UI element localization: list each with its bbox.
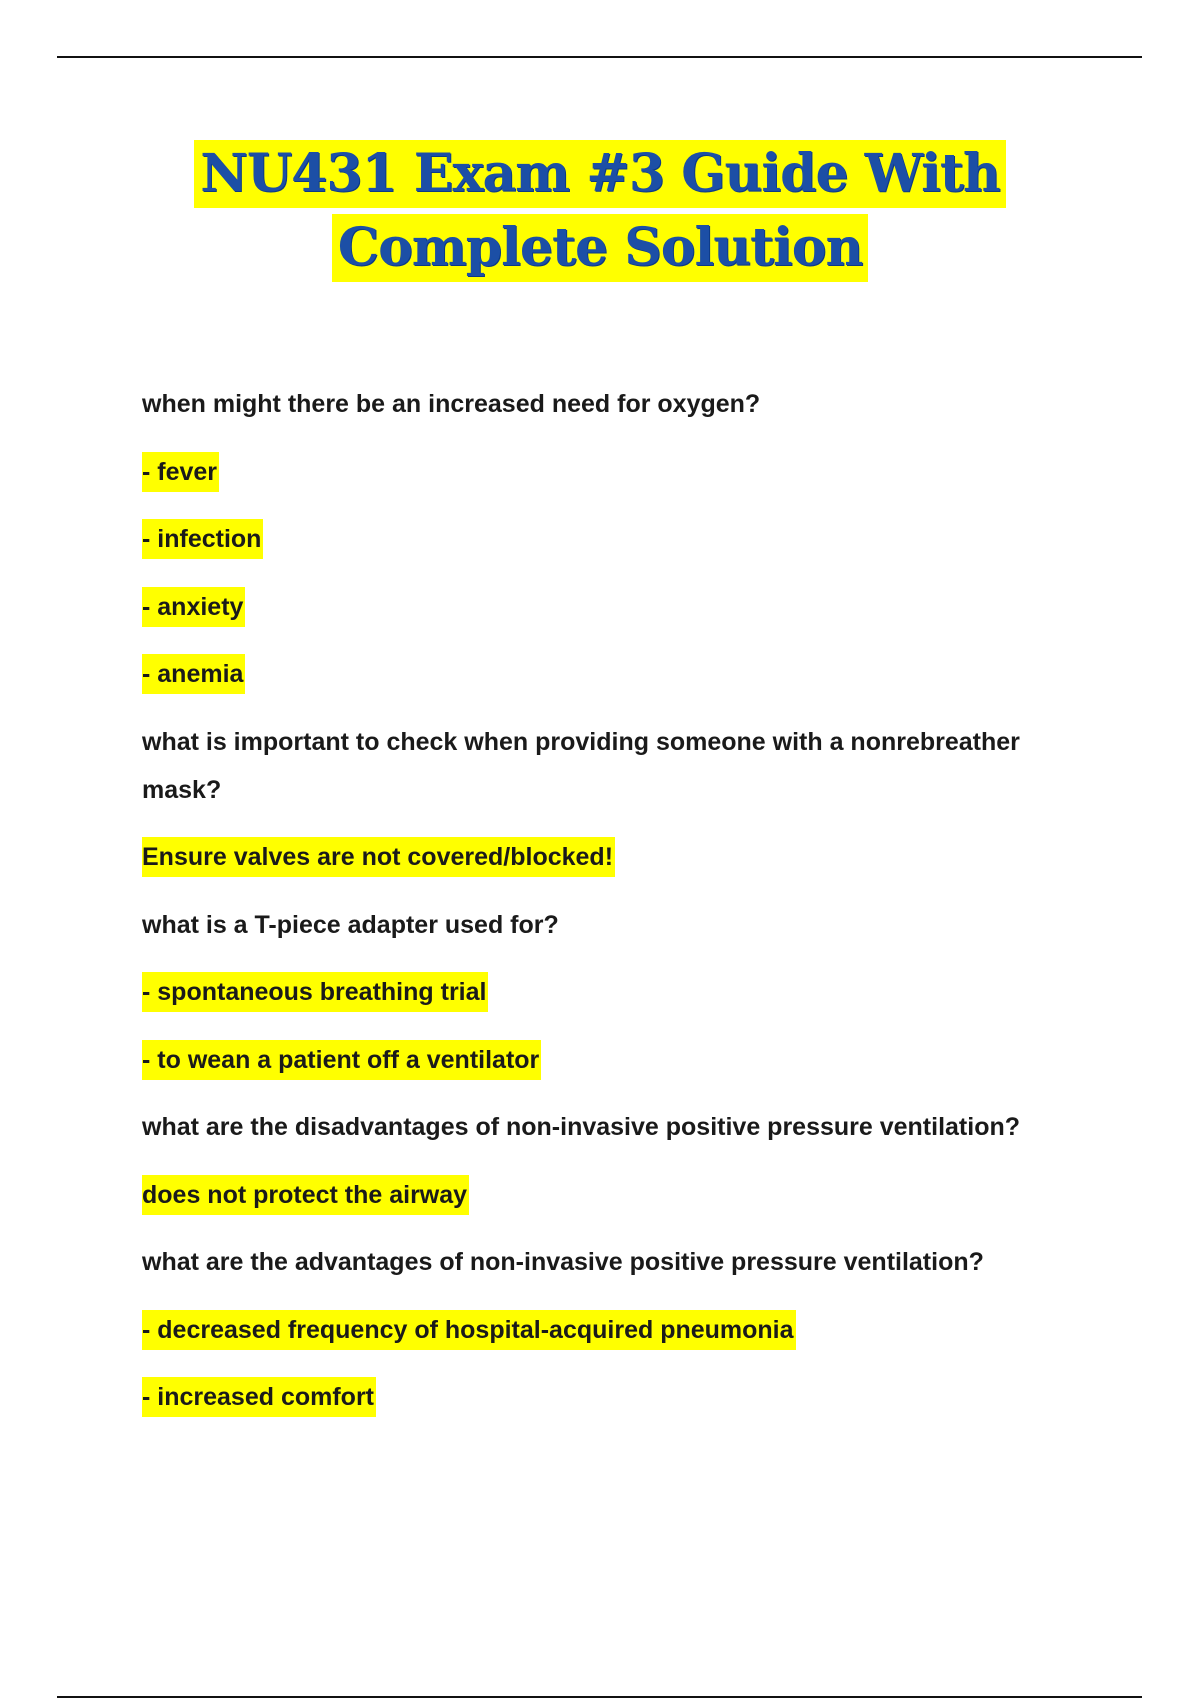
question-5: what are the advantages of non-invasive positive pressure ventilation? [142, 1248, 984, 1276]
answer-1-3: - anxiety [142, 583, 1062, 631]
question-1: when might there be an increased need for oxygen? [142, 390, 761, 418]
answer-3-1: - spontaneous breathing trial [142, 968, 1062, 1016]
question-2: what is important to check when providing someone with a nonrebreather mask? [142, 727, 1020, 804]
title-line-2: Complete Solution [332, 214, 869, 282]
bottom-rule [57, 1696, 1142, 1698]
answer-5-2: - increased comfort [142, 1373, 1062, 1421]
answer-3-2: - to wean a patient off a ventilator [142, 1036, 1062, 1084]
answer-5-1: - decreased frequency of hospital-acquired pneumonia [142, 1306, 1062, 1354]
answer-2: Ensure valves are not covered/blocked! [142, 833, 1062, 881]
answer-1-2: - infection [142, 515, 1062, 563]
qa-list [142, 380, 1062, 1441]
answer-1-1: - fever [142, 448, 1062, 496]
document-title [0, 140, 1200, 282]
answer-4: does not protect the airway [142, 1171, 1062, 1219]
top-rule [57, 56, 1142, 58]
question-4: what are the disadvantages of non-invasive positive pressure ventilation? [142, 1113, 1021, 1141]
title-line-1: NU431 Exam #3 Guide With [194, 140, 1005, 208]
question-3: what is a T-piece adapter used for? [142, 910, 559, 939]
answer-1-4: - anemia [142, 650, 1062, 698]
